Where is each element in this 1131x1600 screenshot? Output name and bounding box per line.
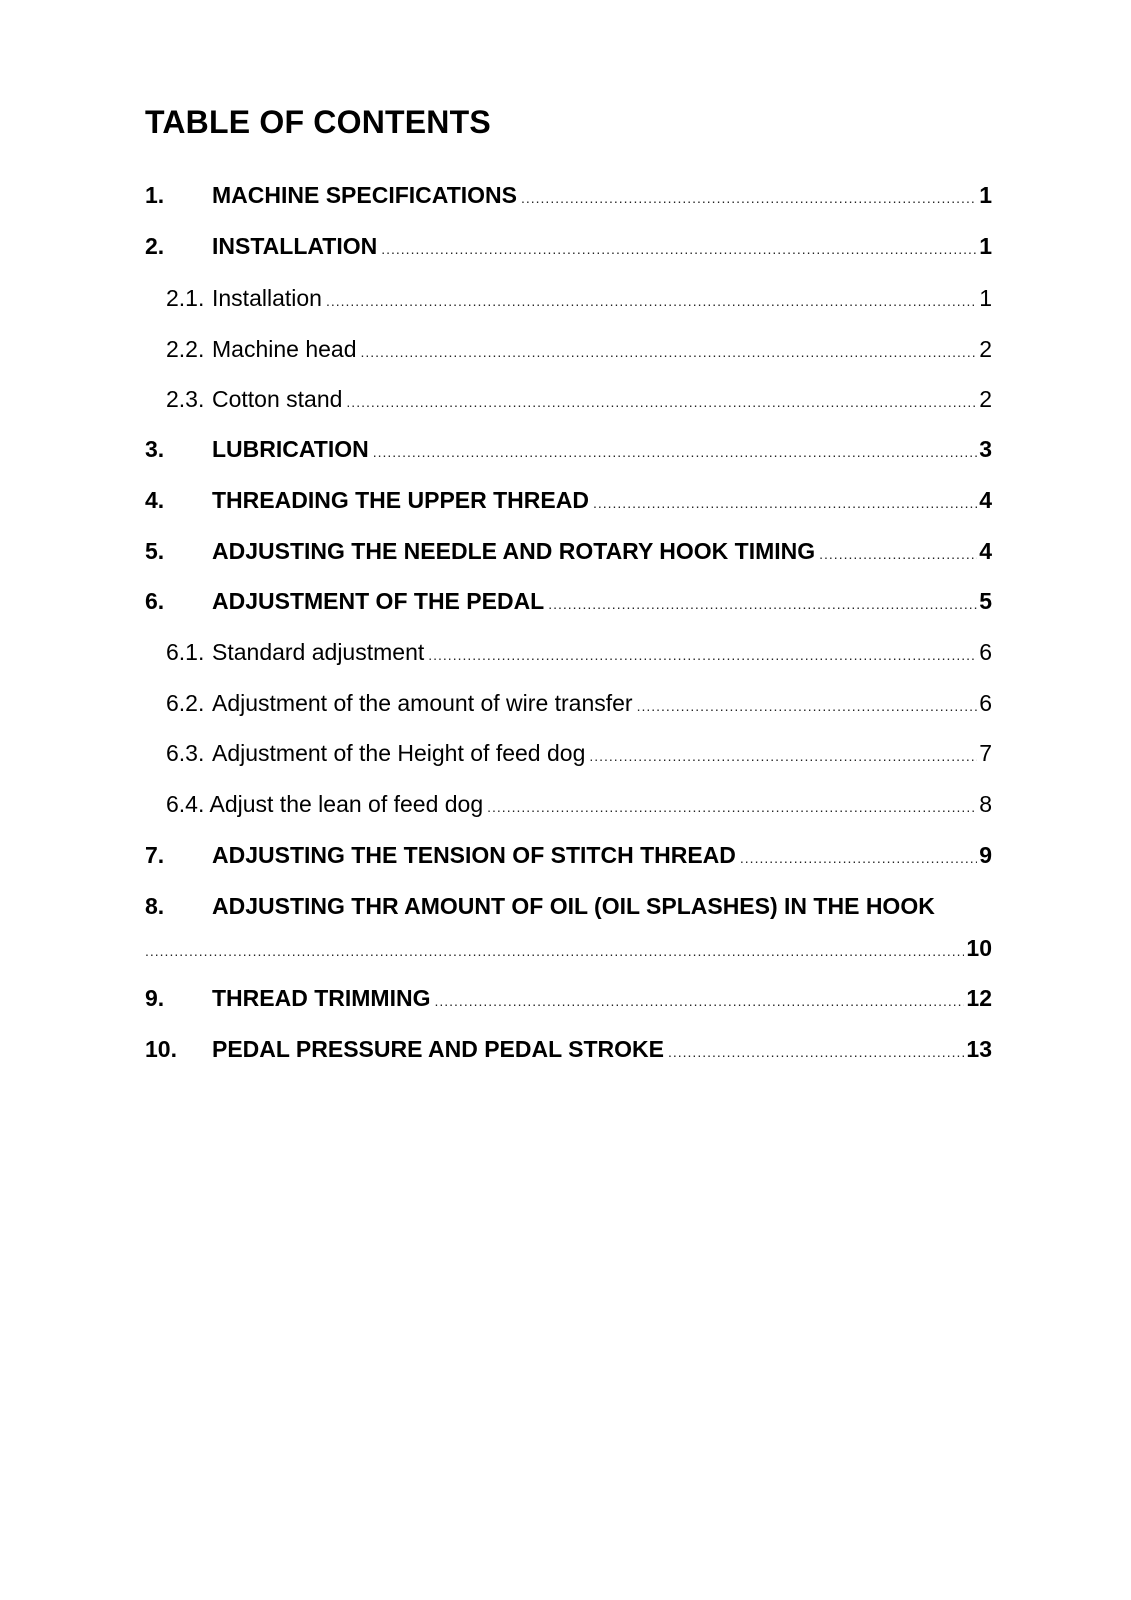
toc-number: 9. (145, 985, 165, 1011)
toc-page-number: 6 (979, 639, 992, 665)
toc-entry-cotton-stand[interactable] (145, 384, 992, 414)
toc-page-number: 6 (979, 690, 992, 716)
toc-entry-tension-stitch-thread[interactable] (145, 840, 992, 870)
dot-leader (740, 843, 977, 873)
toc-page-number: 12 (966, 985, 992, 1011)
toc-title: ADJUSTING THE TENSION OF STITCH THREAD (212, 842, 736, 868)
toc-page-number: 2 (979, 336, 992, 362)
toc-number: 7. (145, 842, 165, 868)
toc-number: 1. (145, 182, 165, 208)
dot-leader (548, 589, 977, 619)
toc-title: THREAD TRIMMING (212, 985, 431, 1011)
toc-number: 6. (145, 588, 165, 614)
toc-entry-standard-adjustment[interactable] (145, 637, 992, 667)
toc-number: 2.2. (166, 336, 205, 362)
toc-title: Installation (212, 285, 322, 311)
dot-leader (428, 640, 977, 670)
toc-number: 2. (145, 233, 165, 259)
toc-title: Adjustment of the amount of wire transfer (212, 690, 633, 716)
dot-leader (373, 437, 977, 467)
dot-leader (326, 286, 977, 316)
toc-entry-pedal-pressure-stroke[interactable] (145, 1034, 992, 1064)
toc-title: 6.4. Adjust the lean of feed dog (166, 791, 484, 817)
toc-title: ADJUSTING THR AMOUNT OF OIL (OIL SPLASHES) IN THE HOOK (212, 893, 935, 919)
toc-number: 6.3. (166, 740, 205, 766)
toc-page-number: 8 (979, 791, 992, 817)
toc-entry-thread-trimming[interactable] (145, 983, 992, 1013)
toc-title: THREADING THE UPPER THREAD (212, 487, 589, 513)
page-title: TABLE OF CONTENTS (145, 104, 491, 140)
toc-title: ADJUSTMENT OF THE PEDAL (212, 588, 545, 614)
dot-leader (361, 337, 978, 367)
toc-page-number: 5 (979, 588, 992, 614)
toc-title: ADJUSTING THE NEEDLE AND ROTARY HOOK TIMING (212, 538, 816, 564)
toc-entry-installation-sub[interactable] (145, 283, 992, 313)
toc-entry-lubrication[interactable] (145, 434, 992, 464)
toc-entry-lean-feed-dog[interactable] (145, 789, 992, 819)
toc-number: 2.3. (166, 386, 205, 412)
toc-entry-adjustment-pedal[interactable] (145, 586, 992, 616)
toc-entry-wire-transfer[interactable] (145, 688, 992, 718)
toc-title: MACHINE SPECIFICATIONS (212, 182, 517, 208)
toc-title: INSTALLATION (212, 233, 378, 259)
toc-number: 8. (145, 893, 165, 919)
toc-page-number: 7 (979, 740, 992, 766)
toc-number: 2.1. (166, 285, 205, 311)
dot-leader (593, 488, 977, 518)
toc-page-number: 4 (979, 487, 992, 513)
toc-title: Standard adjustment (212, 639, 425, 665)
toc-title: LUBRICATION (212, 436, 369, 462)
dot-leader (381, 234, 977, 264)
toc-title: Adjustment of the Height of feed dog (212, 740, 586, 766)
toc-page-number: 4 (979, 538, 992, 564)
toc-title: Machine head (212, 336, 357, 362)
toc-page-number: 9 (979, 842, 992, 868)
dot-leader (434, 986, 964, 1016)
toc-number: 4. (145, 487, 165, 513)
toc-page-number: 1 (979, 182, 992, 208)
toc-entry-threading-upper-thread[interactable] (145, 485, 992, 515)
dot-leader (637, 691, 978, 721)
toc-entry-installation[interactable] (145, 231, 992, 261)
toc-entry-amount-of-oil[interactable] (145, 891, 992, 963)
toc-page-number: 1 (979, 233, 992, 259)
dot-leader (346, 387, 977, 417)
toc-page-number: 2 (979, 386, 992, 412)
toc-number: 3. (145, 436, 165, 462)
dot-leader (589, 741, 977, 771)
toc-number: 5. (145, 538, 165, 564)
toc-number: 10. (145, 1036, 177, 1062)
dot-leader (145, 936, 964, 966)
toc-number: 6.2. (166, 690, 205, 716)
dot-leader (521, 183, 977, 213)
toc-page-number: 1 (979, 285, 992, 311)
toc-page-number: 10 (966, 935, 992, 961)
toc-entry-height-feed-dog[interactable] (145, 738, 992, 768)
toc-entry-machine-specifications[interactable] (145, 180, 992, 210)
toc-number: 6.1. (166, 639, 205, 665)
toc-page-number: 3 (979, 436, 992, 462)
dot-leader (819, 539, 977, 569)
dot-leader (487, 792, 977, 822)
toc-entry-needle-hook-timing[interactable] (145, 536, 992, 566)
toc-entry-machine-head[interactable] (145, 334, 992, 364)
toc-page-number: 13 (966, 1036, 992, 1062)
toc-title: Cotton stand (212, 386, 343, 412)
toc-title: PEDAL PRESSURE AND PEDAL STROKE (212, 1036, 664, 1062)
dot-leader (668, 1037, 964, 1067)
